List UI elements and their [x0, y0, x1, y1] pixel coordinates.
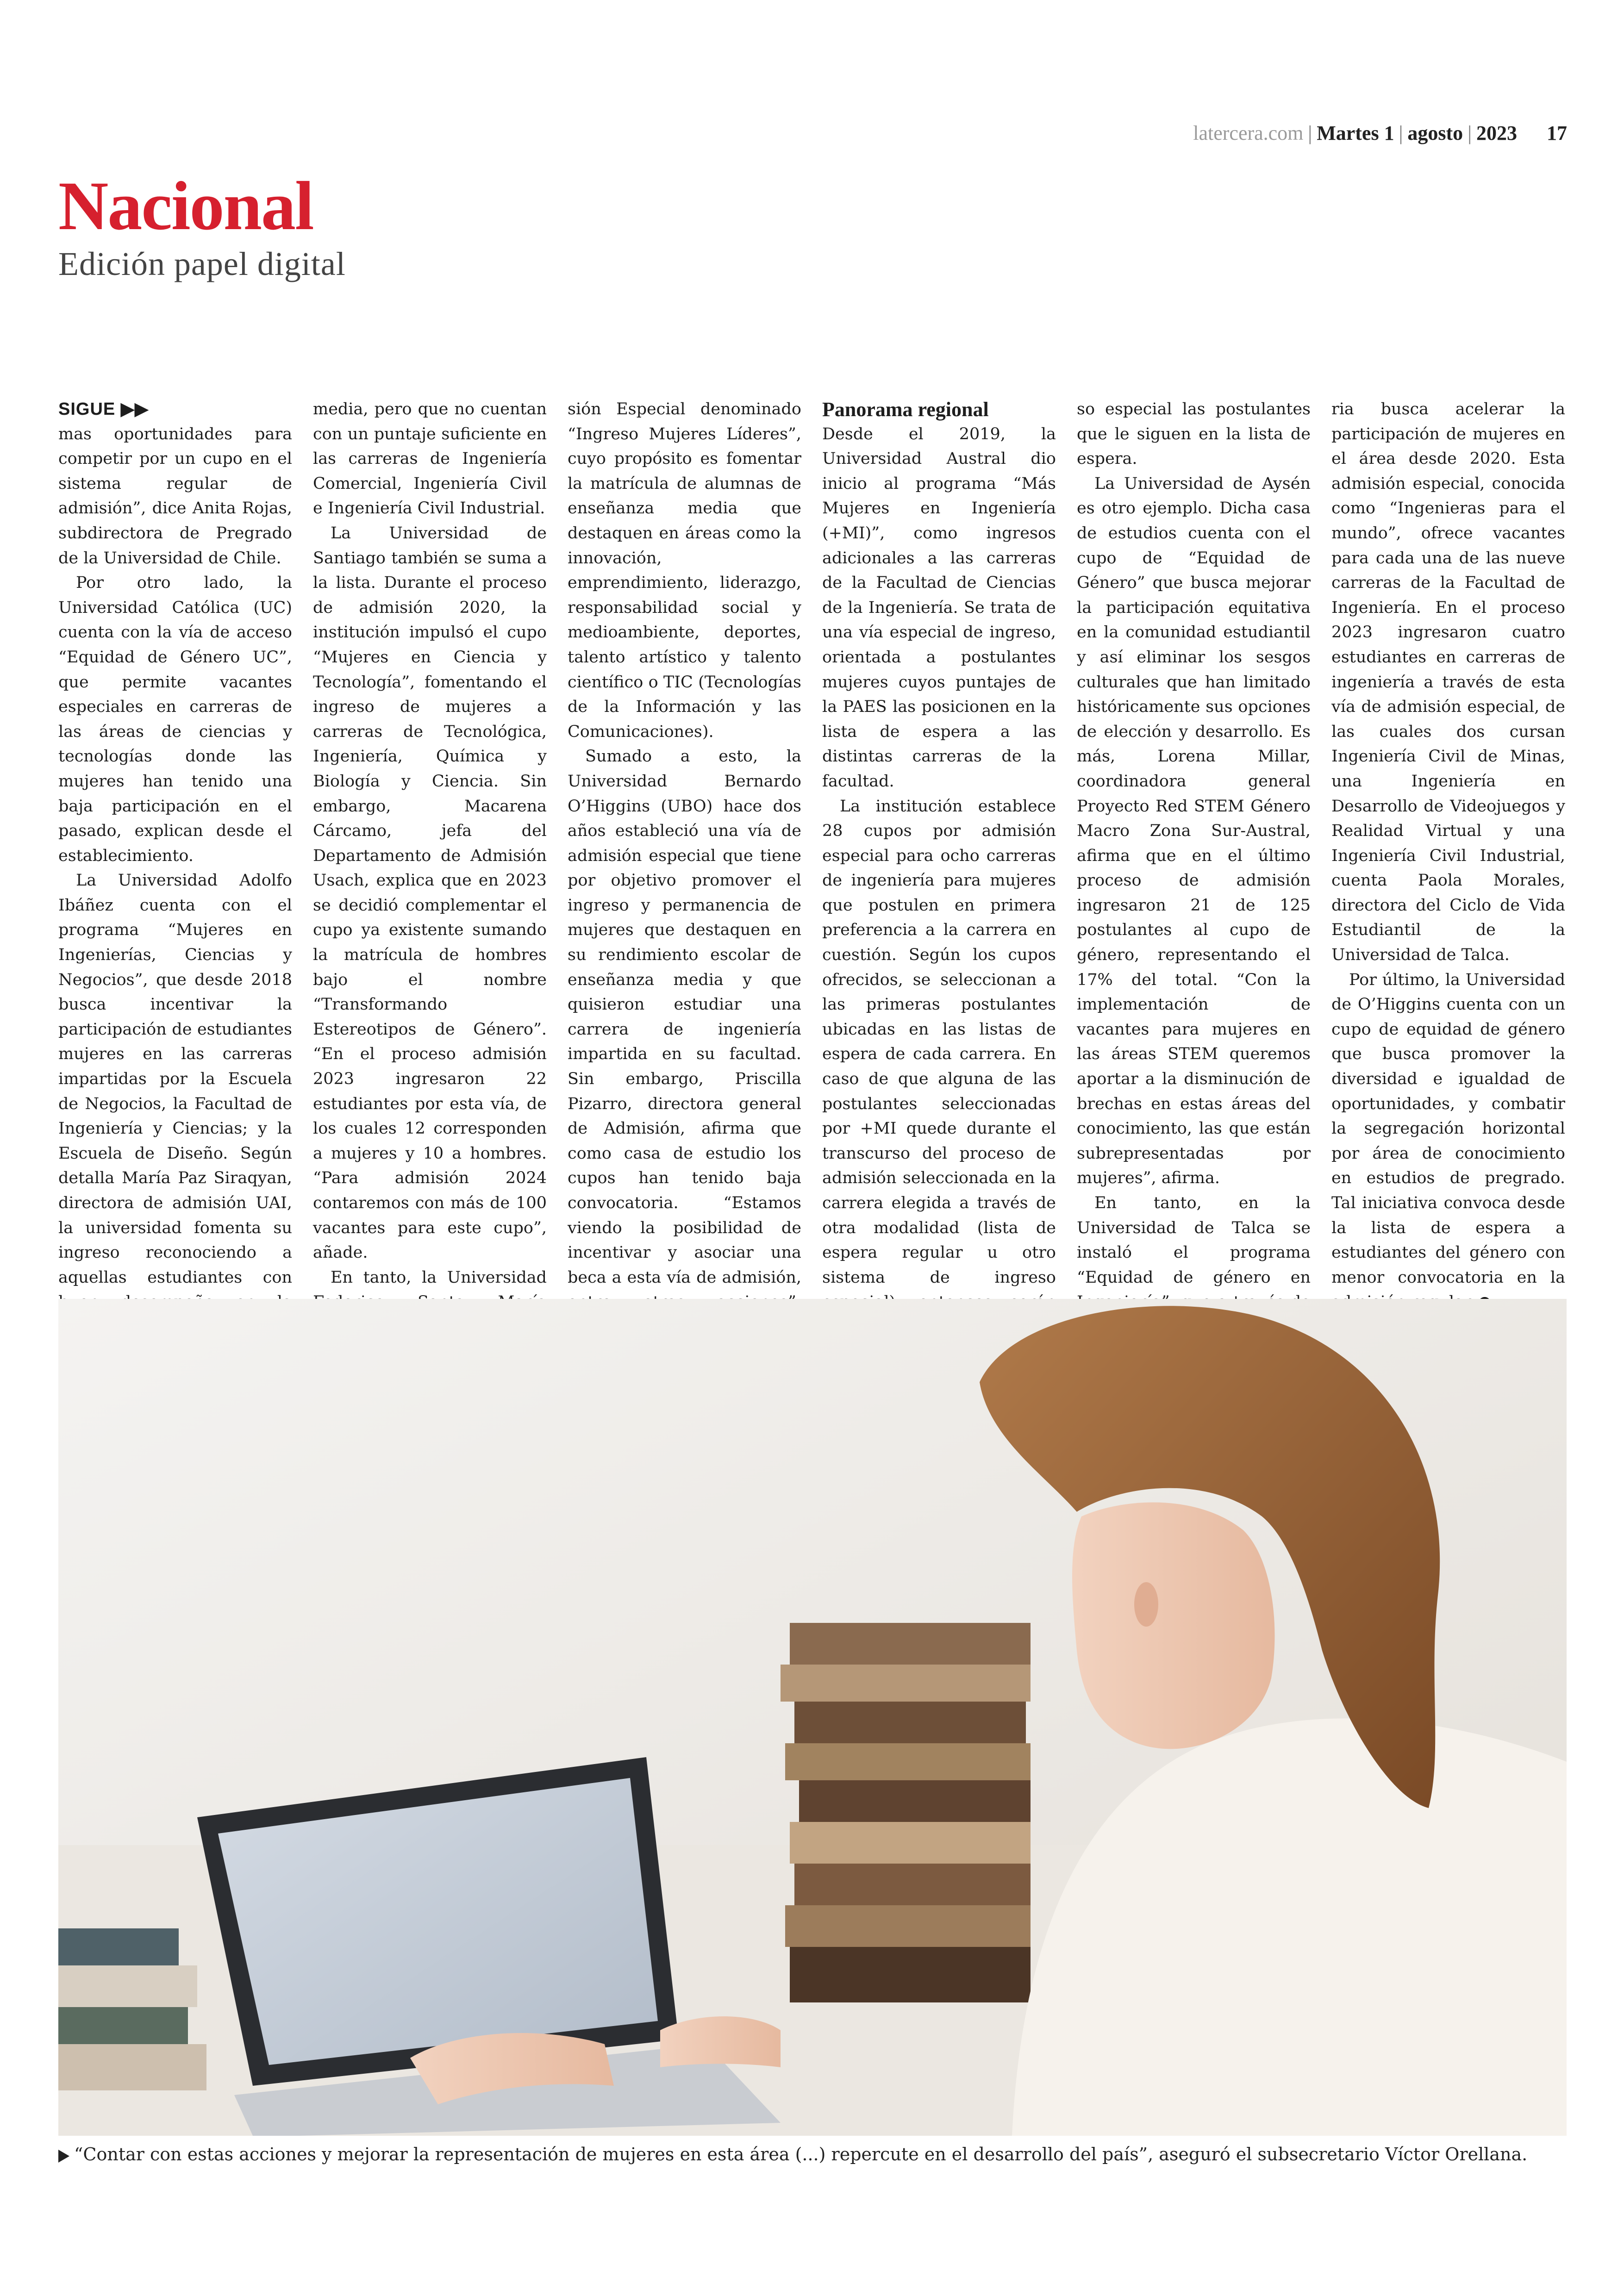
- paragraph: En tanto, en la Universidad de Talca se instaló el programa “Equidad de género en: [1077, 1194, 1311, 1287]
- paragraph: La institución establece 28 cupos por admisión especial para ocho carreras de ingeniería para mujeres que postulen en primera preferencia a la carrera en cuestión. Según los cupos ofrecidos, se seleccionan a las primeras postulantes ubicadas en las listas de espera de cada carrera. En caso de que alguna de las postulantes seleccionadas por +MI quede durante el transcurso del proceso de admisión seleccionada en la carrera elegida a través de otra modalidad (lista de espera regular u otro sistema de ingreso: [822, 797, 1056, 1287]
- site-name[interactable]: latercera.com: [1193, 122, 1304, 144]
- continued-marker: [58, 397, 292, 422]
- paragraph: media, pero que no cuentan con un puntaje suficiente en las carreras de Ingeniería Comercial, Ingeniería Civil e Ingeniería Civil Industrial.: [313, 400, 547, 518]
- double-arrow-icon: ▶▶: [120, 399, 149, 419]
- article-column-1: [58, 397, 292, 1287]
- caption-text: “Contar con estas acciones y mejorar la representación de mujeres en esta área (...) repercute en el desarrollo del país”, aseguró el subsecretario Víctor Orellana.: [74, 2144, 1528, 2164]
- paragraph: Desde el 2019, la Universidad Austral dio inicio al programa “Más Mujeres en Ingeniería (+MI)”, como ingresos adicionales a las carreras de la Facultad de Ciencias de la Ingeniería. Se trata de una vía especial de ingreso, orientada a postulantes mujeres cuyos puntajes de la PAES las posicionen en la lista de espera a las distintas carreras de la facultad.: [822, 424, 1056, 791]
- paragraph: sión Especial denominado “Ingreso Mujeres Líderes”, cuyo propósito es fomentar la matrícula de alumnas de enseñanza media que destaquen en áreas como la innovación, emprendimiento, liderazgo, responsabilidad social y medioambiente, deportes, talento artístico y talento científico o TIC (Tecnologías de la Información y las Comunicaciones).: [568, 400, 801, 741]
- article-column-6: [1331, 397, 1565, 1287]
- paragraph-text: Por último, la Universidad de O’Higgins cuenta con un cupo de equidad de género que busca promover la diversidad e igualdad de oportunidades, y combatir la segregación horizontal por área de conocimiento en estudios de pregrado. Tal iniciativa convoca desde la lista de espera a estudiantes del género con menor convocatoria en la: [1331, 970, 1565, 1287]
- paragraph: La Universidad de Santiago también se suma a la lista. Durante el proceso de admisión 2020, la institución impulsó el cupo “Mujeres en Ciencia y Tecnología”, fomentando el ingreso de mujeres a carreras de Tecnológica, Ingeniería, Química y Biología y Ciencia. Sin embargo, Macarena Cárcamo, jefa del Departamento de Admisión Usach, explica que en 2023 se decidió complementar el cupo ya existente sumando la matrícula de hombres bajo el nombre “Transformando Estereotipos de Género”. “En el proceso admisión 2023 ingresaron 22 estudiantes por esta vía, de los cuales 12 corresponden a mujeres y 10 a hombres. “Para admisión 2024 contaremos con más de 100 vacantes para este cupo”, añade.: [313, 524, 547, 1262]
- header-day: Martes 1: [1317, 122, 1394, 144]
- article-column-5: [1077, 397, 1311, 1287]
- page-number: 17: [1547, 122, 1567, 144]
- paragraph: [1331, 968, 1565, 1315]
- article-body: [58, 397, 1567, 1287]
- paragraph: so especial las postulantes que le siguen en la lista de espera.: [1077, 400, 1311, 468]
- section-title: Nacional: [58, 168, 313, 244]
- paragraph: La Universidad Adolfo Ibáñez cuenta con el programa “Mujeres en Ingenierías, Ciencias y Negocios”, que desde 2018 busca incentivar la participación de estudiantes mujeres en las carreras impartidas por la Escuela de Negocios, la Facultad de Ingeniería y Ciencias; y la Escuela de Diseño. Según detalla María Paz Siraqyan, directora de admisión UAI, la universidad fomenta su ingreso reconociendo a aquellas estudiantes con: [58, 871, 292, 1287]
- caption-arrow-icon: [58, 2150, 69, 2163]
- book-stack: [781, 1623, 1031, 2002]
- divider: |: [1308, 122, 1312, 144]
- header-month: agosto: [1407, 122, 1463, 144]
- section-subtitle: Edición papel digital: [58, 245, 346, 282]
- divider: |: [1399, 122, 1403, 144]
- paragraph: Por otro lado, la Universidad Católica (UC) cuenta con la vía de acceso “Equidad de Género UC”, que permite vacantes especiales en carreras de las áreas de ciencias y tecnologías donde las mujeres han tenido una baja participación en el pasado, explican desde el establecimiento.: [58, 574, 292, 865]
- paragraph: mas oportunidades para competir por un cupo en el sistema regular de admisión”, dice Anita Rojas, subdirectora de Pregrado de la Universidad de Chile.: [58, 424, 292, 568]
- photo-illustration: [58, 1299, 1567, 2136]
- continued-label: SIGUE: [58, 399, 116, 419]
- subheading: Panorama regional: [822, 398, 989, 421]
- divider: |: [1468, 122, 1472, 144]
- paragraph: En tanto, la Universidad: [331, 1268, 547, 1287]
- paragraph: ria busca acelerar la participación de mujeres en el área desde 2020. Esta admisión especial, conocida como “Ingenieras para el mundo”, ofrece vacantes para cada una de las nueve carreras de la Facultad de Ingeniería. En el proceso 2023 ingresaron cuatro estudiantes en carreras de ingeniería a través de esta vía de admisión especial, de las cuales dos cursan Ingeniería Civil de Minas, una Ingeniería en Desarrollo de Videojuegos y Realidad Virtual y una Ingeniería Civil Industrial, cuenta Paola Morales, directora del Ciclo de Vida Estudiantil de la Universidad de Talca.: [1331, 400, 1565, 965]
- article-photo: [58, 1299, 1567, 2136]
- article-column-2: [313, 397, 547, 1287]
- page-header: [826, 121, 1567, 154]
- article-column-3: [568, 397, 801, 1287]
- header-year: 2023: [1476, 122, 1517, 144]
- photo-caption: [58, 2139, 1567, 2169]
- paragraph: Sumado a esto, la Universidad Bernardo O’Higgins (UBO) hace dos años estableció una vía de admisión especial que tiene por objetivo promover el ingreso y permanencia de mujeres que destaquen en su rendimiento escolar de enseñanza media y que quisieron estudiar una carrera de ingeniería impartida en su facultad. Sin embargo, Priscilla Pizarro, directora general de Admisión, afirma que como casa de estudio los cupos han tenido baja convocatoria. “Estamos viendo la posibilidad de incentivar y asociar una beca a esta vía de admisión,: [568, 747, 801, 1287]
- article-column-4: [822, 397, 1056, 1287]
- paragraph: La Universidad de Aysén es otro ejemplo. Dicha casa de estudios cuenta con el cupo de “Equidad de Género” que busca mejorar la participación equitativa en la comunidad estudiantil y así eliminar los sesgos culturales que han limitado históricamente sus opciones de elección y desarrollo. Es más, Lorena Millar, coordinadora general Proyecto Red STEM Género Macro Zona Sur-Austral, afirma que en el último proceso de admisión ingresaron 21 de 125 postulantes al cupo de género, representando el 17% del total. “Con la implementación de vacantes para mujeres en las áreas STEM queremos aportar a la disminución de brechas en estas áreas del conocimiento, las que están subrepresentadas por mujeres”, afirma.: [1077, 474, 1311, 1188]
